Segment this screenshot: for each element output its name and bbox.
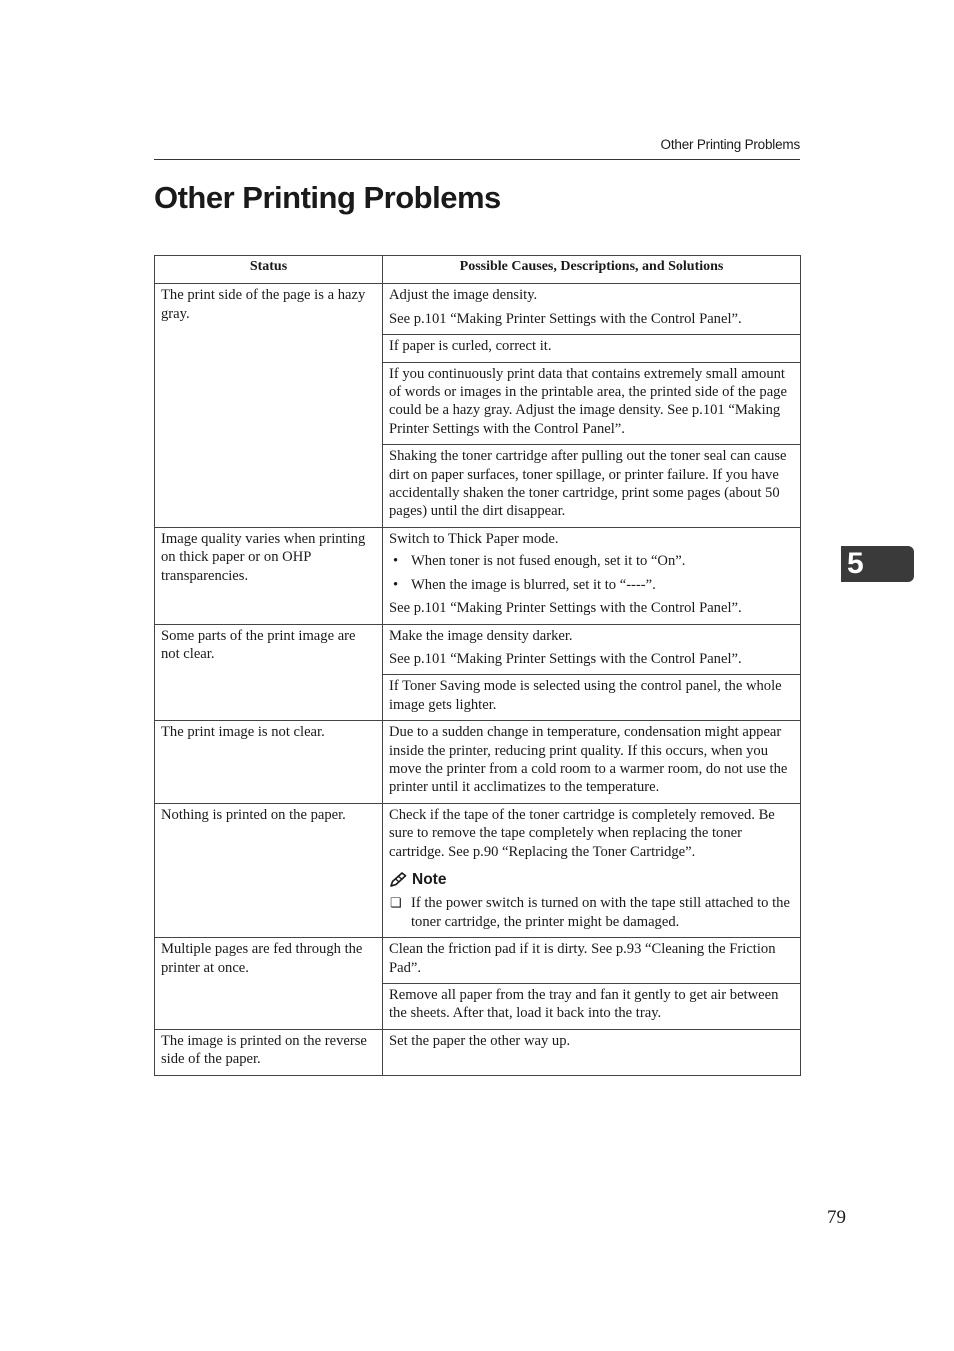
- solution-text: If you continuously print data that contains extremely small amount of words or images in the printable area, the printed side of the page could be a hazy gray. Adjust the image density. See p.101 “Making Printer Settings with the Control Panel”.: [389, 365, 787, 437]
- solution-text: Remove all paper from the tray and fan it gently to get air between the sheets. After that, load it back into the tray.: [389, 987, 779, 1022]
- solution-cell: [383, 675, 801, 721]
- solution-text: Check if the tape of the toner cartridge is completely removed. Be sure to remove the tape completely when replacing the toner cartridge. See p.90 “Replacing the Toner Cartridge”.: [389, 806, 775, 860]
- solution-cell: [383, 938, 801, 984]
- table-row: [155, 803, 801, 937]
- note-item: [389, 894, 795, 931]
- solution-reference: See p.101 “Making Printer Settings with the Control Panel”.: [389, 600, 742, 617]
- pencil-note-icon: [389, 872, 409, 888]
- table-row: [155, 527, 801, 624]
- page-title: Other Printing Problems: [154, 180, 501, 215]
- solutions-column-header: Possible Causes, Descriptions, and Solutions: [383, 256, 801, 284]
- solution-cell: [383, 527, 801, 624]
- header-rule: [154, 159, 800, 160]
- solution-text: Due to a sudden change in temperature, condensation might appear inside the printer, reducing print quality. If this occurs, when you move the printer from a cold room to a warmer room, do not use the printer until it acclimatizes to the temperature.: [389, 724, 788, 796]
- solution-text: Clean the friction pad if it is dirty. See p.93 “Cleaning the Friction Pad”.: [389, 941, 776, 976]
- solution-text: If paper is curled, correct it.: [389, 338, 552, 355]
- table-row: [155, 721, 801, 804]
- note-label: Note: [412, 870, 447, 888]
- status-cell: Nothing is printed on the paper.: [155, 803, 383, 937]
- chapter-tab: 5: [841, 546, 914, 582]
- solution-cell: [383, 984, 801, 1030]
- solution-cell: [383, 803, 801, 937]
- solution-reference: See p.101 “Making Printer Settings with the Control Panel”.: [389, 310, 742, 327]
- solution-cell: [383, 1029, 801, 1075]
- solution-bullet-list: [389, 552, 795, 594]
- solution-cell: [383, 284, 801, 335]
- table-row: [155, 1029, 801, 1075]
- solution-cell: [383, 362, 801, 445]
- note-heading: [389, 871, 795, 889]
- solution-cell: [383, 335, 801, 362]
- status-cell: The print side of the page is a hazy gray.: [155, 284, 383, 527]
- note-text: If the power switch is turned on with the tape still attached to the toner cartridge, the printer might be damaged.: [411, 895, 790, 930]
- status-cell: The image is printed on the reverse side of the paper.: [155, 1029, 383, 1075]
- solution-bullet: • When toner is not fused enough, set it to “On”.: [389, 552, 795, 570]
- solution-text: Adjust the image density.: [389, 287, 538, 304]
- status-cell: Image quality varies when printing on thick paper or on OHP transparencies.: [155, 527, 383, 624]
- status-cell: The print image is not clear.: [155, 721, 383, 804]
- solution-reference: See p.101 “Making Printer Settings with the Control Panel”.: [389, 650, 742, 667]
- solution-bullet: • When the image is blurred, set it to “----”.: [389, 576, 795, 594]
- solution-text: Set the paper the other way up.: [389, 1032, 571, 1049]
- solution-cell: [383, 721, 801, 804]
- solution-text: Make the image density darker.: [389, 627, 573, 644]
- problems-table: [154, 255, 801, 1076]
- table-row: [155, 624, 801, 675]
- solution-text: Shaking the toner cartridge after pulling out the toner seal can cause dirt on paper surfaces, toner spillage, or printer failure. If you have accidentally shaken the toner cartridge, print some pages (about 50 pages) until the dirt disappear.: [389, 448, 787, 520]
- checkbox-bullet-icon: ❏: [390, 895, 402, 911]
- running-header: Other Printing Problems: [660, 137, 800, 152]
- status-cell: Multiple pages are fed through the printer at once.: [155, 938, 383, 1030]
- solution-text: Switch to Thick Paper mode.: [389, 530, 559, 547]
- page-number: 79: [827, 1207, 846, 1228]
- status-column-header: Status: [155, 256, 383, 284]
- table-row: [155, 938, 801, 984]
- solution-cell: [383, 624, 801, 675]
- solution-text: If Toner Saving mode is selected using the control panel, the whole image gets lighter.: [389, 678, 782, 713]
- solution-cell: [383, 445, 801, 528]
- status-cell: Some parts of the print image are not clear.: [155, 624, 383, 721]
- table-row: [155, 284, 801, 335]
- table-header-row: [155, 256, 801, 284]
